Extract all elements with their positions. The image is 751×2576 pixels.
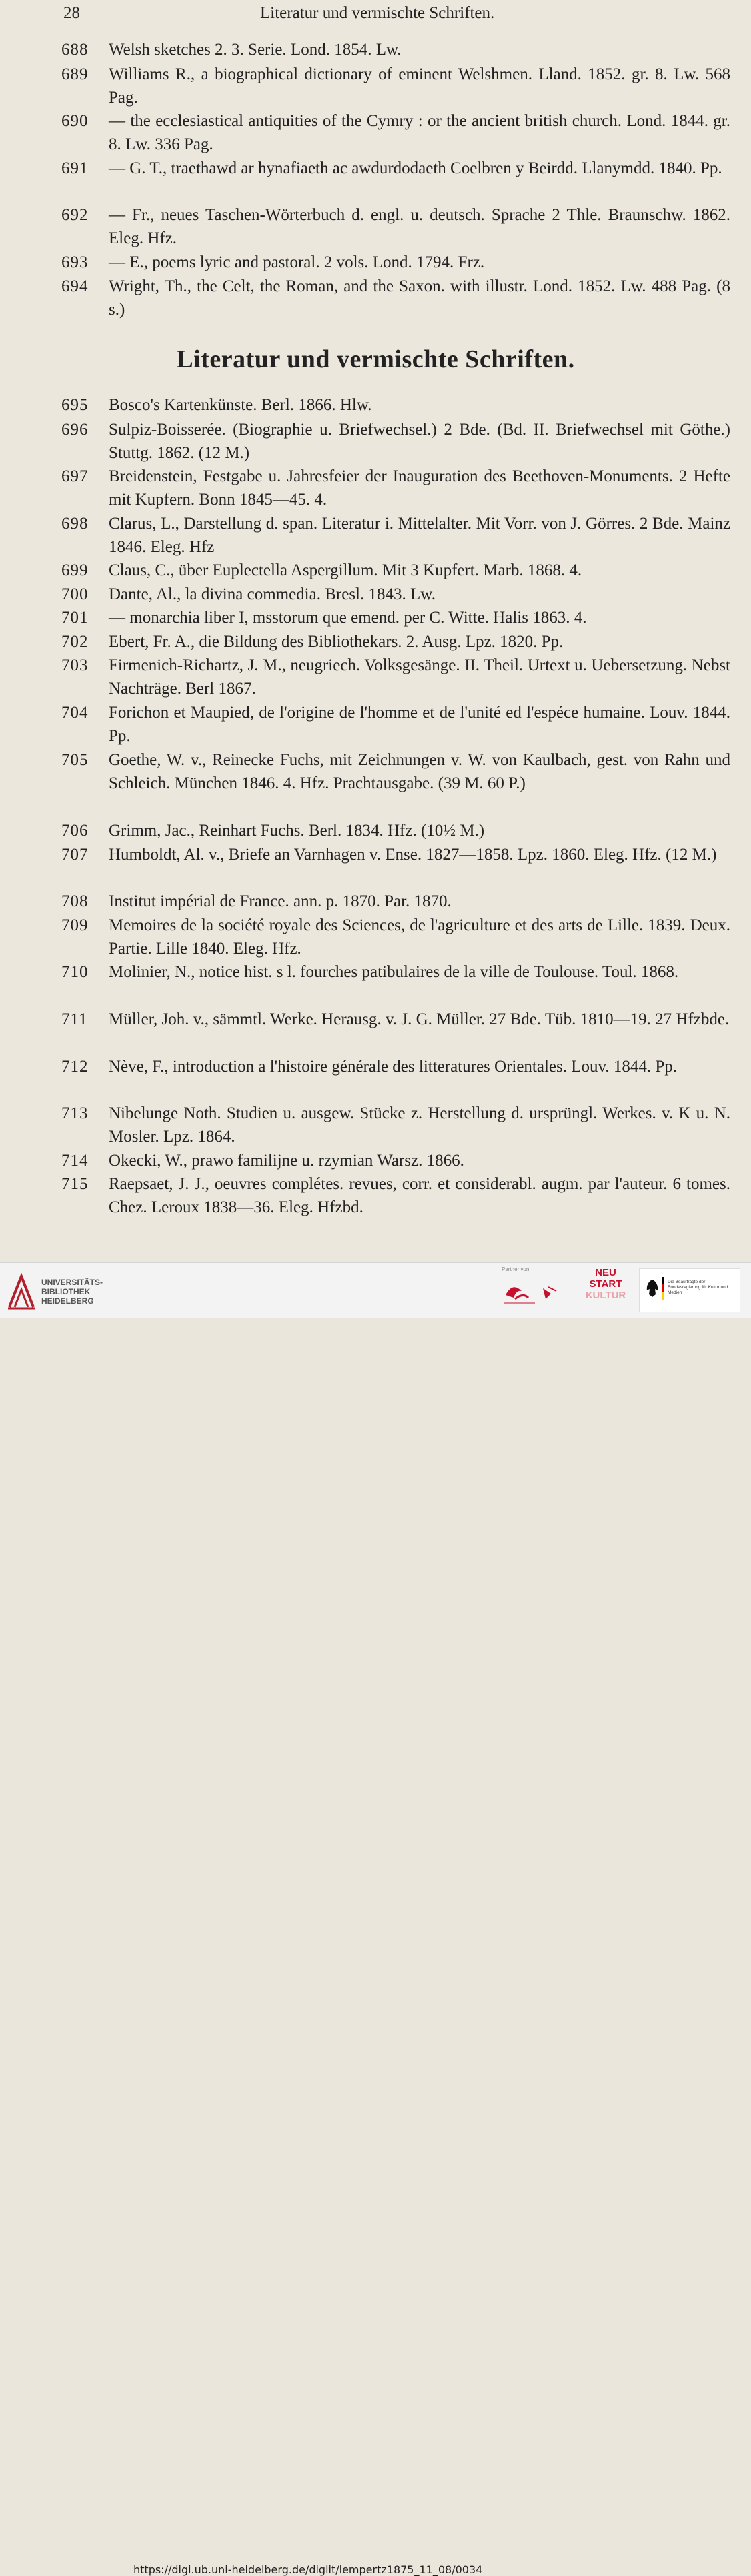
entry-text: Ebert, Fr. A., die Bildung des Bibliothekars. 2. Ausg. Lpz. 1820. Pp.	[109, 633, 564, 651]
entry-text: Wright, Th., the Celt, the Roman, and the Saxon. with illustr. Lond. 1852. Lw. 488 Pag. (8 s.)	[109, 277, 730, 319]
entry-text: — E., poems lyric and pastoral. 2 vols. Lond. 1794. Frz.	[109, 253, 485, 271]
catalog-entry	[61, 1102, 730, 1148]
viewer-footer	[0, 1262, 751, 2576]
entry-text: Memoires de la société royale des Sciences, de l'agriculture et des arts de Lille. 1839. Deux. Partie. Lille 1840. Eleg. Hfz.	[109, 916, 730, 958]
entry-text: Grimm, Jac., Reinhart Fuchs. Berl. 1834. Hfz. (10½ M.)	[109, 822, 485, 840]
catalog-entry	[61, 654, 730, 700]
entry-text: Goethe, W. v., Reinecke Fuchs, mit Zeichnungen v. W. von Kaulbach, gest. von Rahn und Schleich. München 1846. 4. Hfz. Prachtausgabe. (39 M. 60 P.)	[109, 751, 730, 792]
entry-text: Müller, Joh. v., sämmtl. Werke. Herausg. v. J. G. Müller. 27 Bde. Tüb. 1810—19. 27 Hfzbde.	[109, 1010, 730, 1028]
entry-text: Institut impérial de France. ann. p. 1870. Par. 1870.	[109, 892, 452, 910]
entry-number: 704	[61, 704, 89, 722]
page-number: 28	[63, 4, 80, 22]
page-header	[63, 4, 730, 24]
entry-number: 694	[61, 277, 89, 295]
entry-number: 701	[61, 609, 89, 627]
entry-number: 710	[61, 963, 89, 981]
entry-number: 693	[61, 253, 89, 271]
entry-text: Bosco's Kartenkünste. Berl. 1866. Hlw.	[109, 396, 372, 414]
entry-text: — the ecclesiastical antiquities of the Cymry : or the ancient british church. Lond. 1844. gr. 8. Lw. 336 Pag.	[109, 112, 730, 153]
entry-text: Nève, F., introduction a l'histoire générale des litteratures Orientales. Louv. 1844. Pp.	[109, 1058, 678, 1076]
library-name: UNIVERSITÄTS- BIBLIOTHEK HEIDELBERG	[41, 1278, 103, 1306]
section-heading: Literatur und vermischte Schriften.	[176, 345, 575, 373]
entry-number: 702	[61, 633, 89, 651]
neustart-kultur-logo: NEU START KULTUR	[585, 1267, 626, 1301]
catalog-entry	[61, 890, 730, 913]
catalog-entry	[61, 748, 730, 795]
entry-number: 708	[61, 892, 89, 910]
entry-text: — G. T., traethawd ar hynafiaeth ac awdurdodaeth Coelbren y Beirdd. Llanymdd. 1840. Pp.	[109, 159, 722, 177]
catalog-entry	[61, 606, 730, 629]
catalog-entry	[61, 583, 730, 606]
catalog-entry	[61, 960, 730, 984]
entry-number: 689	[61, 65, 89, 83]
entry-number: 697	[61, 467, 89, 485]
federal-government-label: Die Beauftragte der Bundesregierung für Kultur und Medien	[668, 1280, 728, 1295]
catalog-entry	[61, 1055, 730, 1078]
catalog-entry	[61, 1172, 730, 1219]
catalog-entry	[61, 251, 730, 274]
catalog-entry	[61, 275, 730, 321]
entry-text: Nibelunge Noth. Studien u. ausgew. Stücke z. Herstellung d. ursprüngl. Werkes. v. K u. N. Mosler. Lpz. 1864.	[109, 1104, 730, 1146]
catalog-entry	[61, 393, 730, 417]
catalog-entry	[61, 512, 730, 559]
entry-number: 688	[61, 41, 89, 59]
entry-number: 706	[61, 822, 89, 840]
entry-number: 703	[61, 656, 89, 674]
entry-number: 692	[61, 206, 89, 224]
entry-text: Dante, Al., la divina commedia. Bresl. 1843. Lw.	[109, 585, 436, 603]
entry-number: 690	[61, 112, 89, 130]
scanned-page	[0, 0, 751, 1262]
partner-logos-icon	[502, 1275, 575, 1306]
entry-text: Welsh sketches 2. 3. Serie. Lond. 1854. Lw.	[109, 41, 402, 59]
catalog-entry	[61, 630, 730, 654]
entry-number: 712	[61, 1058, 89, 1076]
entry-number: 713	[61, 1104, 89, 1122]
entry-text: Raepsaet, J. J., oeuvres complétes. revues, corr. et considerabl. augm. par l'auteur. 6 tomes. Chez. Leroux 1838—36. Eleg. Hfzbd.	[109, 1175, 730, 1216]
entry-number: 709	[61, 916, 89, 934]
german-flag-stripe	[662, 1277, 664, 1300]
entry-text: Clarus, L., Darstellung d. span. Literatur i. Mittelalter. Mit Vorr. von J. Görres. 2 Bde. Mainz 1846. Eleg. Hfz	[109, 515, 730, 556]
catalog-entry	[61, 109, 730, 156]
page-url[interactable]: https://digi.ub.uni-heidelberg.de/diglit/lempertz1875_11_08/0034	[133, 2563, 483, 2576]
catalog-entry	[61, 418, 730, 465]
entry-text: Firmenich-Richartz, J. M., neugriech. Volksgesänge. II. Theil. Urtext u. Uebersetzung. Nebst Nachträge. Berl 1867.	[109, 656, 730, 698]
catalog-entry	[61, 1149, 730, 1172]
entry-number: 707	[61, 846, 89, 864]
entry-number: 696	[61, 421, 89, 439]
catalog-entry	[61, 465, 730, 511]
entry-text: Sulpiz-Boisserée. (Biographie u. Briefwechsel.) 2 Bde. (Bd. II. Briefwechsel mit Göthe.) Stuttg. 1862. (12 M.)	[109, 421, 730, 462]
entry-number: 714	[61, 1152, 89, 1170]
entry-text: Breidenstein, Festgabe u. Jahresfeier der Inauguration des Beethoven-Monuments. 2 Hefte mit Kupfern. Bonn 1845—45. 4.	[109, 467, 730, 509]
running-head: Literatur und vermischte Schriften.	[260, 4, 495, 22]
partner-label: Partner von	[502, 1266, 530, 1272]
entry-text: Williams R., a biographical dictionary of eminent Welshmen. Lland. 1852. gr. 8. Lw. 568 Pag.	[109, 65, 730, 107]
catalog-entry	[61, 914, 730, 960]
catalog-entry	[61, 1008, 730, 1031]
university-library-logo-icon	[7, 1272, 36, 1310]
catalog-entry	[61, 843, 730, 866]
entry-number: 698	[61, 515, 89, 533]
catalog-entry	[61, 701, 730, 748]
federal-government-logo	[639, 1268, 740, 1312]
entry-text: Forichon et Maupied, de l'origine de l'homme et de l'unité ed l'espéce humaine. Louv. 1844. Pp.	[109, 704, 730, 745]
catalog-entry	[61, 819, 730, 842]
catalog-entry	[61, 203, 730, 250]
entry-number: 691	[61, 159, 89, 177]
entry-number: 695	[61, 396, 89, 414]
entry-number: 699	[61, 561, 89, 579]
entry-number: 700	[61, 585, 89, 603]
catalog-entry	[61, 63, 730, 109]
entry-text: Okecki, W., prawo familijne u. rzymian Warsz. 1866.	[109, 1152, 464, 1170]
entry-text: Molinier, N., notice hist. s l. fourches patibulaires de la ville de Toulouse. Toul. 1868.	[109, 963, 679, 981]
entry-number: 715	[61, 1175, 89, 1193]
entry-text: — monarchia liber I, msstorum que emend. per C. Witte. Halis 1863. 4.	[109, 609, 587, 627]
entry-number: 711	[61, 1010, 88, 1028]
catalog-entry	[61, 157, 730, 180]
catalog-entry	[61, 38, 730, 61]
entry-text: — Fr., neues Taschen-Wörterbuch d. engl. u. deutsch. Sprache 2 Thle. Braunschw. 1862. Eleg. Hfz.	[109, 206, 730, 247]
catalog-entry	[61, 559, 730, 582]
entry-number: 705	[61, 751, 89, 769]
federal-eagle-icon	[645, 1278, 660, 1298]
entry-text: Humboldt, Al. v., Briefe an Varnhagen v. Ense. 1827—1858. Lpz. 1860. Eleg. Hfz. (12 M.)	[109, 846, 717, 864]
entry-text: Claus, C., über Euplectella Aspergillum. Mit 3 Kupfert. Marb. 1868. 4.	[109, 561, 582, 579]
